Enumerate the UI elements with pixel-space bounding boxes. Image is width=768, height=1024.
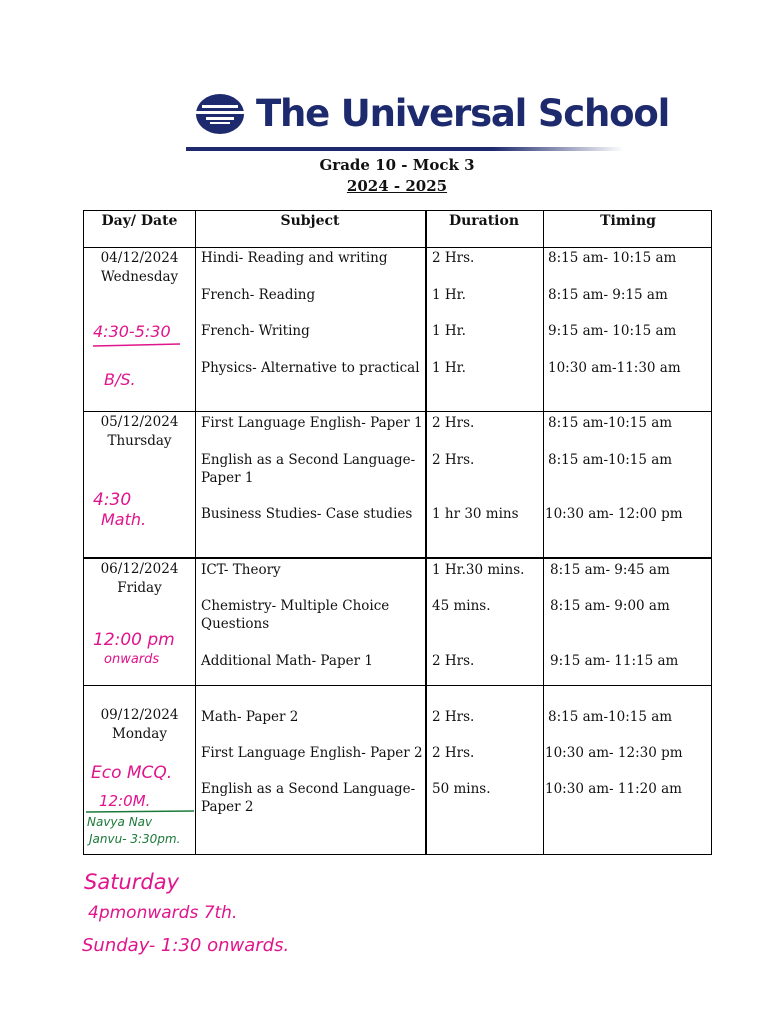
row-divider — [84, 685, 711, 686]
duration-cell: 1 Hr.30 mins. — [432, 562, 525, 578]
row-divider — [84, 557, 711, 559]
handwritten-note: Saturday — [84, 870, 180, 894]
subject-line: Paper 1 — [201, 470, 254, 486]
timing-cell: 9:15 am- 11:15 am — [550, 653, 679, 669]
day-cell — [84, 706, 195, 744]
handwritten-note: 12:0M. — [99, 792, 151, 810]
column-header-timing: Timing — [600, 213, 656, 229]
exam-title: Grade 10 - Mock 3 — [319, 156, 475, 174]
school-logo — [194, 92, 669, 135]
handwritten-note: 12:00 pm — [93, 630, 175, 650]
subject-line: Paper 2 — [201, 799, 254, 815]
column-header-day: Day/ Date — [101, 213, 178, 229]
subject-cell: Physics- Alternative to practical — [201, 360, 420, 376]
subject-cell: Hindi- Reading and writing — [201, 250, 388, 266]
timing-cell: 10:30 am-11:30 am — [548, 360, 681, 376]
duration-cell: 1 Hr. — [432, 360, 466, 376]
duration-cell: 50 mins. — [432, 781, 491, 797]
day-cell — [84, 249, 195, 287]
duration-cell: 2 Hrs. — [432, 709, 475, 725]
timing-cell: 10:30 am- 11:20 am — [545, 781, 682, 797]
day-cell — [84, 560, 195, 598]
exam-weekday: Friday — [117, 580, 162, 596]
school-emblem-icon — [194, 93, 246, 135]
duration-cell: 1 Hr. — [432, 323, 466, 339]
academic-year: 2024 - 2025 — [346, 177, 448, 195]
handwritten-note: Janvu- 3:30pm. — [89, 832, 181, 846]
duration-cell: 1 Hr. — [432, 287, 466, 303]
timing-cell: 9:15 am- 10:15 am — [548, 323, 677, 339]
exam-weekday: Wednesday — [100, 269, 179, 285]
handwritten-note: Sunday- 1:30 onwards. — [82, 935, 290, 956]
subject-line: English as a Second Language- — [201, 781, 416, 797]
timing-cell: 10:30 am- 12:00 pm — [545, 506, 683, 522]
duration-cell: 2 Hrs. — [432, 250, 475, 266]
subject-cell: First Language English- Paper 1 — [201, 415, 423, 431]
subject-cell — [201, 451, 415, 487]
duration-cell: 2 Hrs. — [432, 452, 475, 468]
exam-date: 04/12/2024 — [100, 250, 179, 266]
header-row-divider — [84, 247, 711, 248]
timing-cell: 8:15 am-10:15 am — [548, 709, 673, 725]
duration-cell: 2 Hrs. — [432, 415, 475, 431]
subject-cell — [201, 597, 389, 633]
handwritten-note: Navya Nav — [87, 815, 153, 829]
duration-cell: 2 Hrs. — [432, 745, 475, 761]
column-header-subject: Subject — [280, 213, 340, 229]
column-divider — [195, 211, 196, 854]
exam-date: 09/12/2024 — [100, 707, 179, 723]
exam-date: 06/12/2024 — [100, 561, 179, 577]
duration-cell: 45 mins. — [432, 598, 491, 614]
school-name: The Universal School — [256, 92, 670, 135]
handwritten-note: onwards — [104, 652, 160, 667]
handwritten-note: Eco MCQ. — [91, 763, 173, 783]
row-divider — [84, 411, 711, 412]
handwritten-note: Math. — [101, 510, 147, 529]
subject-cell: Math- Paper 2 — [201, 709, 299, 725]
exam-weekday: Thursday — [107, 433, 172, 449]
subject-cell: French- Reading — [201, 287, 316, 303]
subject-cell: French- Writing — [201, 323, 310, 339]
duration-cell: 1 hr 30 mins — [432, 506, 519, 522]
timing-cell: 8:15 am- 10:15 am — [548, 250, 677, 266]
subject-cell: Business Studies- Case studies — [201, 506, 413, 522]
subject-line: English as a Second Language- — [201, 452, 416, 468]
subject-cell: Additional Math- Paper 1 — [201, 653, 373, 669]
handwritten-note: 4pmonwards 7th. — [88, 903, 238, 923]
day-cell — [84, 413, 195, 451]
column-divider — [543, 211, 544, 854]
header-divider — [186, 147, 624, 151]
timing-cell: 8:15 am- 9:15 am — [548, 287, 668, 303]
subject-cell — [201, 780, 415, 816]
column-divider — [425, 211, 427, 854]
subject-line: Chemistry- Multiple Choice — [201, 598, 390, 614]
exam-timetable — [83, 210, 712, 855]
column-header-duration: Duration — [448, 213, 520, 229]
subject-line: Questions — [201, 616, 270, 632]
exam-date: 05/12/2024 — [100, 414, 179, 430]
exam-weekday: Monday — [112, 726, 167, 742]
handwritten-note: B/S. — [104, 370, 136, 389]
duration-cell: 2 Hrs. — [432, 653, 475, 669]
timing-cell: 10:30 am- 12:30 pm — [545, 745, 683, 761]
timing-cell: 8:15 am- 9:45 am — [550, 562, 670, 578]
handwritten-note: 4:30-5:30 — [93, 322, 171, 341]
timing-cell: 8:15 am- 9:00 am — [550, 598, 670, 614]
timing-cell: 8:15 am-10:15 am — [548, 415, 673, 431]
timing-cell: 8:15 am-10:15 am — [548, 452, 673, 468]
subject-cell: ICT- Theory — [201, 562, 281, 578]
handwritten-note: 4:30 — [93, 490, 132, 510]
subject-cell: First Language English- Paper 2 — [201, 745, 423, 761]
